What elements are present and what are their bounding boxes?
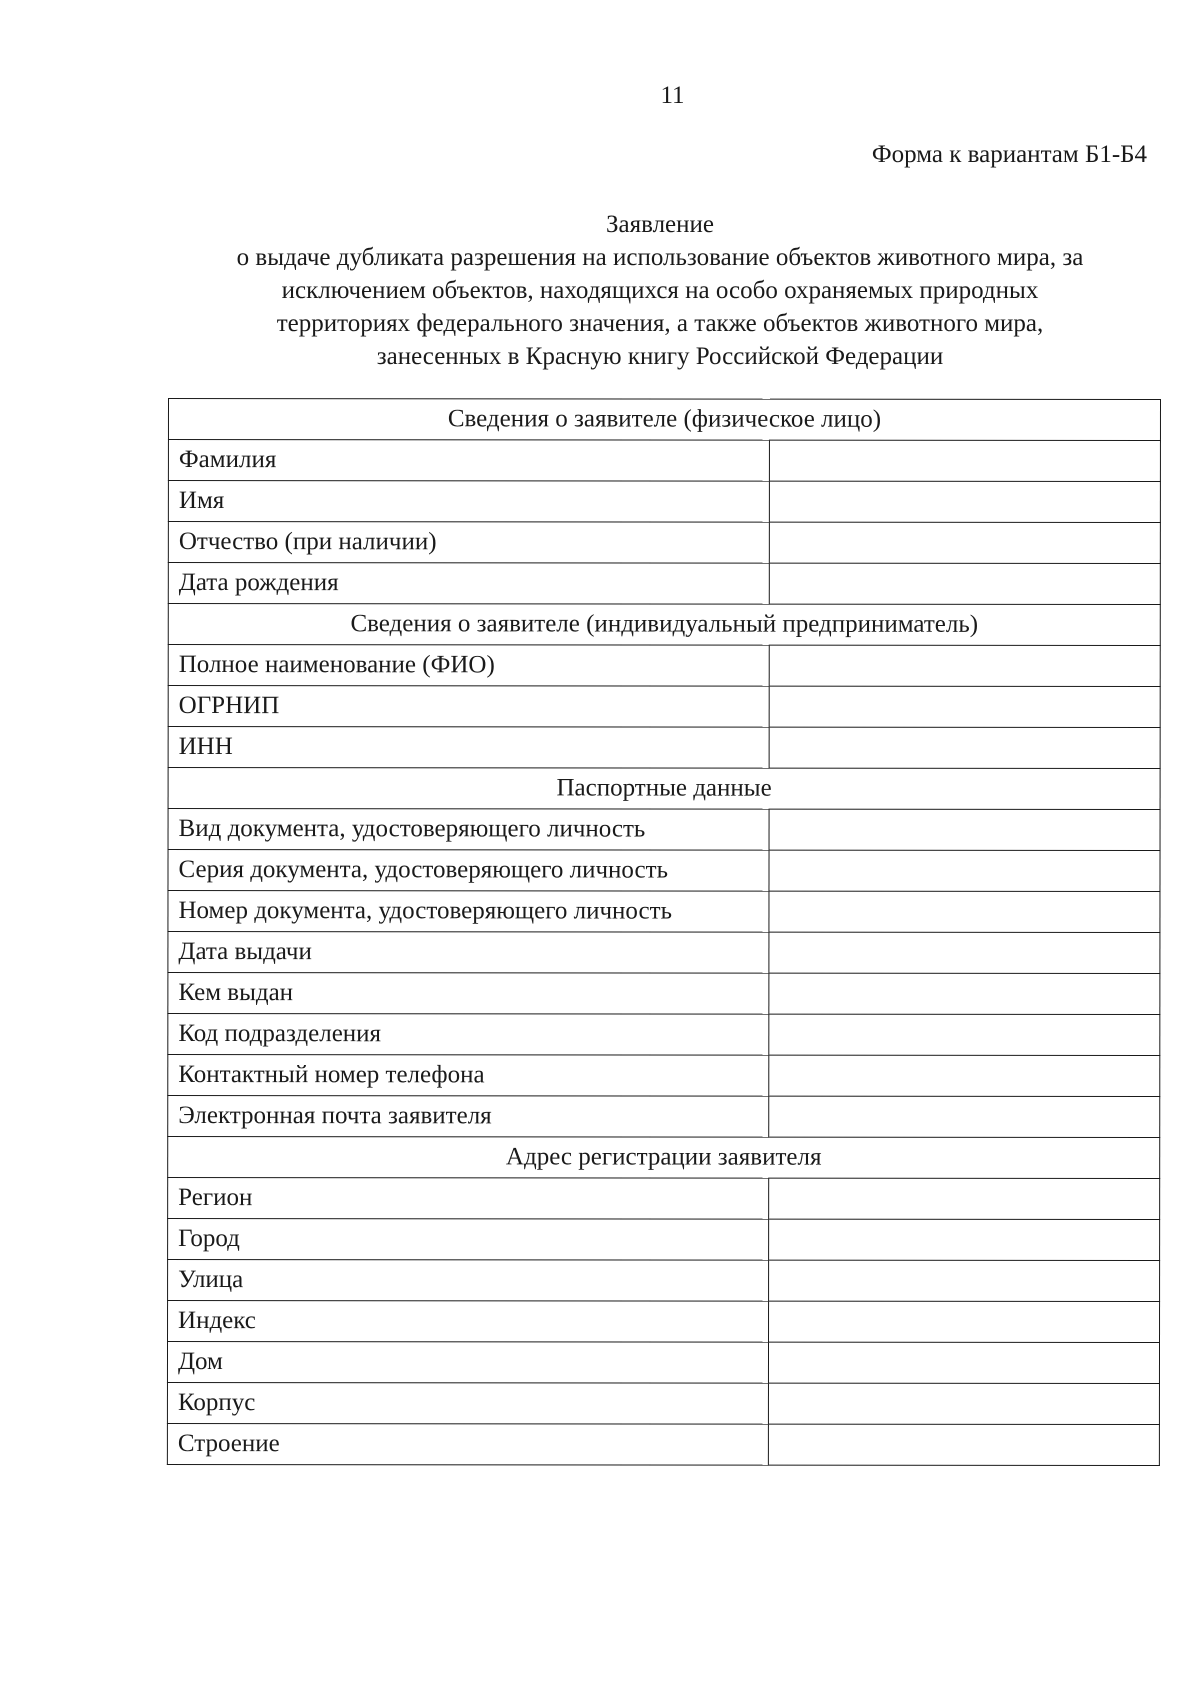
title-line: исключением объектов, находящихся на особо охраняемых природных xyxy=(281,277,1039,304)
field-label-street: Улица xyxy=(168,1260,770,1302)
table-row xyxy=(168,1260,1160,1302)
field-value-document-type[interactable] xyxy=(770,809,1161,850)
field-value-building-block[interactable] xyxy=(769,1383,1160,1424)
table-row xyxy=(168,481,1160,523)
field-label-issued-by: Кем выдан xyxy=(168,973,770,1015)
field-value-phone[interactable] xyxy=(769,1055,1160,1096)
table-row xyxy=(167,1383,1159,1425)
field-value-postal-code[interactable] xyxy=(769,1301,1160,1342)
field-label-ogrnip: ОГРНИП xyxy=(168,686,770,728)
section-header-individual xyxy=(168,399,1160,441)
title-line: о выдаче дубликата разрешения на использование объектов животного мира, за xyxy=(236,244,1084,271)
table-row xyxy=(168,727,1160,769)
field-label-full-name: Полное наименование (ФИО) xyxy=(168,645,770,687)
field-value-ogrnip[interactable] xyxy=(770,686,1161,727)
table-row xyxy=(168,891,1160,933)
application-form-table xyxy=(167,398,1161,1466)
field-value-email[interactable] xyxy=(769,1096,1160,1137)
title-heading: Заявление xyxy=(605,211,715,238)
field-value-surname[interactable] xyxy=(770,440,1161,481)
field-value-structure[interactable] xyxy=(769,1424,1160,1465)
table-row xyxy=(168,1219,1160,1261)
table-row xyxy=(168,1014,1160,1056)
document-title xyxy=(160,208,1160,373)
table-row xyxy=(168,973,1160,1015)
field-value-document-series[interactable] xyxy=(769,850,1160,891)
field-value-city[interactable] xyxy=(769,1219,1160,1260)
section-title: Паспортные данные xyxy=(168,768,1160,810)
title-line: занесенных в Красную книгу Российской Федерации xyxy=(376,343,944,370)
field-label-name: Имя xyxy=(168,481,770,523)
field-value-issued-by[interactable] xyxy=(769,973,1160,1014)
table-row xyxy=(168,850,1160,892)
field-label-surname: Фамилия xyxy=(168,440,770,482)
section-title: Сведения о заявителе (физическое лицо) xyxy=(168,399,1160,441)
table-row xyxy=(168,440,1160,482)
section-title: Адрес регистрации заявителя xyxy=(168,1137,1160,1179)
section-header-entrepreneur xyxy=(168,604,1160,646)
section-header-passport xyxy=(168,768,1160,810)
table-row xyxy=(168,645,1160,687)
table-row xyxy=(168,809,1160,851)
table-row xyxy=(168,1096,1160,1138)
table-row xyxy=(168,1055,1160,1097)
field-label-email: Электронная почта заявителя xyxy=(168,1096,770,1138)
field-value-patronymic[interactable] xyxy=(770,522,1161,563)
table-row xyxy=(167,1424,1159,1466)
title-line: территориях федерального значения, а также объектов животного мира, xyxy=(276,310,1044,337)
table-row xyxy=(168,1301,1160,1343)
field-label-postal-code: Индекс xyxy=(168,1301,770,1343)
field-value-name[interactable] xyxy=(770,481,1161,522)
form-reference: Форма к вариантам Б1-Б4 xyxy=(871,141,1147,168)
field-label-patronymic: Отчество (при наличии) xyxy=(168,522,770,564)
field-value-division-code[interactable] xyxy=(769,1014,1160,1055)
field-label-document-type: Вид документа, удостоверяющего личность xyxy=(168,809,770,851)
field-value-document-number[interactable] xyxy=(769,891,1160,932)
field-label-building-block: Корпус xyxy=(167,1383,769,1425)
table-row xyxy=(168,1178,1160,1220)
field-label-division-code: Код подразделения xyxy=(168,1014,770,1056)
field-label-birth-date: Дата рождения xyxy=(168,563,770,605)
table-row xyxy=(168,563,1160,605)
field-value-issue-date[interactable] xyxy=(769,932,1160,973)
field-label-house: Дом xyxy=(167,1342,769,1384)
field-value-region[interactable] xyxy=(769,1178,1160,1219)
table-row xyxy=(168,686,1160,728)
field-label-document-series: Серия документа, удостоверяющего личность xyxy=(168,850,770,892)
field-label-phone: Контактный номер телефона xyxy=(168,1055,770,1097)
field-value-full-name[interactable] xyxy=(770,645,1161,686)
field-value-birth-date[interactable] xyxy=(770,563,1161,604)
section-header-address xyxy=(168,1137,1160,1179)
field-value-inn[interactable] xyxy=(770,727,1161,768)
field-label-inn: ИНН xyxy=(168,727,770,769)
table-row xyxy=(167,1342,1159,1384)
table-row xyxy=(168,932,1160,974)
table-row xyxy=(168,522,1160,564)
field-label-structure: Строение xyxy=(167,1424,769,1466)
page-number: 11 xyxy=(660,82,685,109)
field-value-house[interactable] xyxy=(769,1342,1160,1383)
field-label-city: Город xyxy=(168,1219,770,1261)
field-label-document-number: Номер документа, удостоверяющего личность xyxy=(168,891,770,933)
field-label-issue-date: Дата выдачи xyxy=(168,932,770,974)
field-label-region: Регион xyxy=(168,1178,770,1220)
field-value-street[interactable] xyxy=(769,1260,1160,1301)
section-title: Сведения о заявителе (индивидуальный предприниматель) xyxy=(168,604,1160,646)
